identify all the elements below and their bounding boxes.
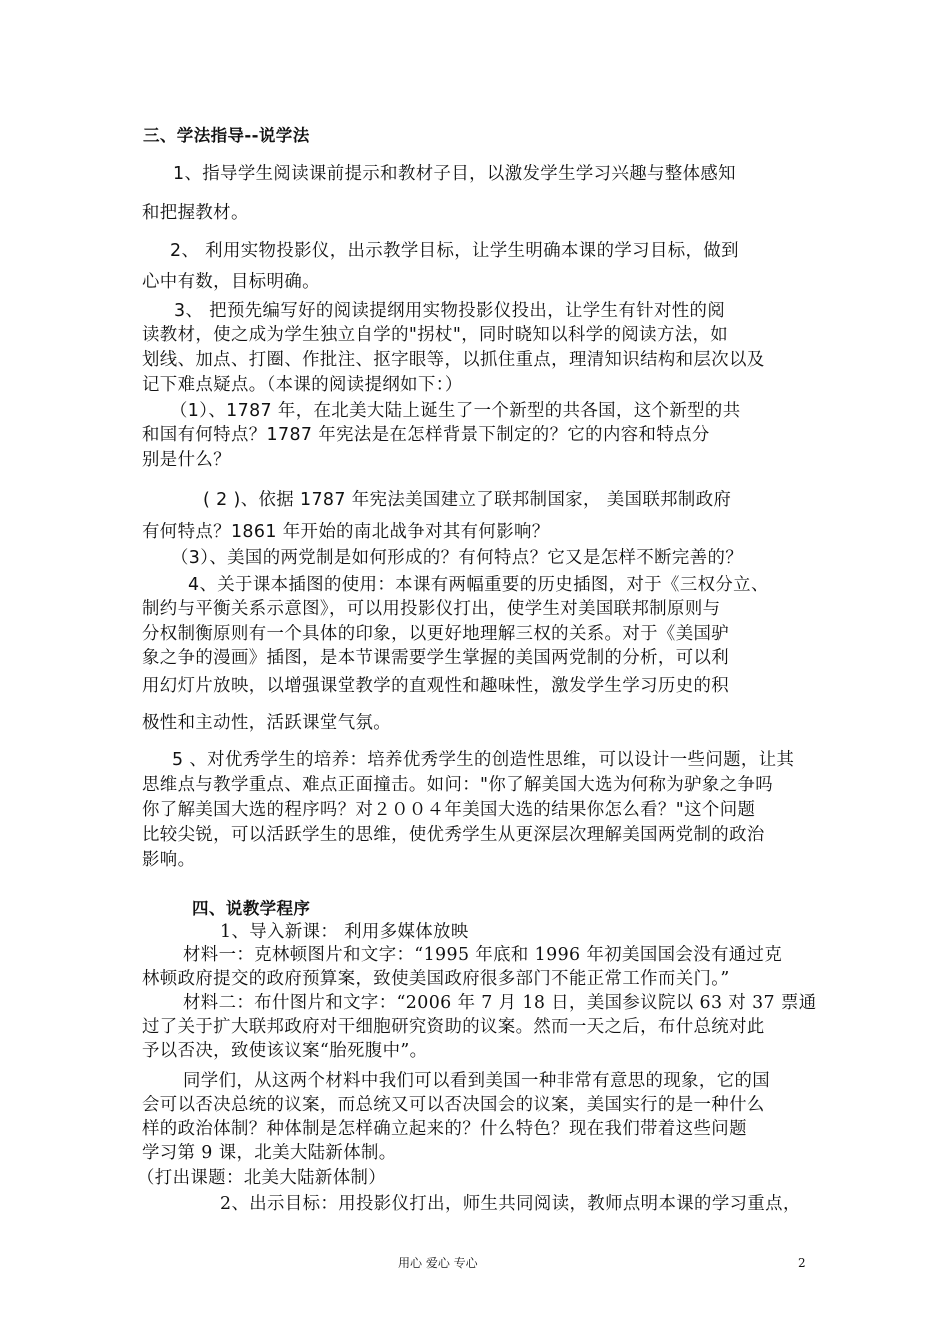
paragraph-line: 划线、加点、打圈、作批注、抠字眼等，以抓住重点，理清知识结构和层次以及 [142, 350, 765, 370]
paragraph-line: 用幻灯片放映，以增强课堂教学的直观性和趣味性，激发学生学习历史的积 [142, 676, 730, 696]
paragraph-line: 制约与平衡关系示意图》，可以用投影仪打出，使学生对美国联邦制原则与 [142, 599, 721, 619]
paragraph-line: 影响。 [142, 850, 196, 870]
paragraph-line: 样的政治体制？种体制是怎样确立起来的？什么特色？现在我们带着这些问题 [142, 1119, 747, 1139]
material-line: 材料一：克林顿图片和文字：“1995 年底和 1996 年初美国国会没有通过克 [183, 945, 783, 965]
paragraph-line: 分权制衡原则有一个具体的印象，以更好地理解三权的关系。对于《美国驴 [142, 624, 730, 644]
page-number: 2 [798, 1256, 806, 1270]
question-line: （3）、美国的两党制是如何形成的？有何特点？它又是怎样不断完善的？ [171, 548, 744, 568]
paragraph-line: 2、出示目标：用投影仪打出，师生共同阅读，教师点明本课的学习重点， [220, 1194, 801, 1214]
paragraph-line: 极性和主动性，活跃课堂气氛。 [142, 713, 392, 733]
material-line: 材料二：布什图片和文字：“2006 年 7 月 18 日，美国参议院以 63 对 37 票通 [183, 993, 817, 1013]
paragraph-line: 比较尖锐，可以活跃学生的思维，使优秀学生从更深层次理解美国两党制的政治 [142, 825, 765, 845]
material-line: 林顿政府提交的政府预算案，致使美国政府很多部门不能正常工作而关门。” [142, 969, 730, 989]
paragraph-line: 1、指导学生阅读课前提示和教材子目，以激发学生学习兴趣与整体感知 [173, 164, 736, 184]
paragraph-line: 记下难点疑点。（本课的阅读提纲如下：） [142, 375, 463, 395]
paragraph-line: 读教材，使之成为学生独立自学的"拐杖"，同时晓知以科学的阅读方法，如 [142, 325, 729, 345]
paragraph-line: 象之争的漫画》插图，是本节课需要学生掌握的美国两党制的分析，可以利 [142, 648, 730, 668]
question-line: 别是什么？ [142, 450, 231, 470]
section-heading-teaching-procedure: 四、说教学程序 [192, 899, 311, 918]
paragraph-line: 心中有数，目标明确。 [142, 272, 320, 292]
paragraph-line: 4、关于课本插图的使用：本课有两幅重要的历史插图，对于《三权分立、 [188, 575, 769, 595]
material-line: 予以否决，致使该议案“胎死腹中”。 [142, 1041, 428, 1061]
paragraph-line: 你了解美国大选的程序吗？对２００４年美国大选的结果你怎么看？"这个问题 [142, 800, 756, 820]
paragraph-line: 思维点与教学重点、难点正面撞击。如问："你了解美国大选为何称为驴象之争吗 [142, 775, 774, 795]
paragraph-line: 学习第 9 课，北美大陆新体制。 [142, 1143, 397, 1163]
paragraph-line: 5 、对优秀学生的培养：培养优秀学生的创造性思维，可以设计一些问题，让其 [172, 750, 795, 770]
paragraph-line: 3、 把预先编写好的阅读提纲用实物投影仪投出，让学生有针对性的阅 [174, 301, 726, 321]
question-line: 和国有何特点？1787 年宪法是在怎样背景下制定的？它的内容和特点分 [142, 425, 710, 445]
question-line: 有何特点？1861 年开始的南北战争对其有何影响？ [142, 522, 550, 542]
paragraph-line: （打出课题：北美大陆新体制） [137, 1168, 387, 1188]
footer-motto: 用心 爱心 专心 [398, 1256, 478, 1270]
material-line: 过了关于扩大联邦政府对干细胞研究资助的议案。然而一天之后，布什总统对此 [142, 1017, 765, 1037]
paragraph-line: 会可以否决总统的议案，而总统又可以否决国会的议案，美国实行的是一种什么 [142, 1095, 765, 1115]
question-line: ( 2 )、依据 1787 年宪法美国建立了联邦制国家， 美国联邦制政府 [203, 490, 732, 510]
section-heading-study-methods: 三、学法指导--说学法 [143, 126, 310, 145]
paragraph-line: 1、导入新课： 利用多媒体放映 [220, 922, 469, 942]
paragraph-line: 同学们，从这两个材料中我们可以看到美国一种非常有意思的现象，它的国 [183, 1071, 771, 1091]
paragraph-line: 2、 利用实物投影仪，出示教学目标，让学生明确本课的学习目标，做到 [170, 241, 739, 261]
question-line: （1）、1787 年，在北美大陆上诞生了一个新型的共各国，这个新型的共 [170, 401, 741, 421]
paragraph-line: 和把握教材。 [142, 203, 249, 223]
